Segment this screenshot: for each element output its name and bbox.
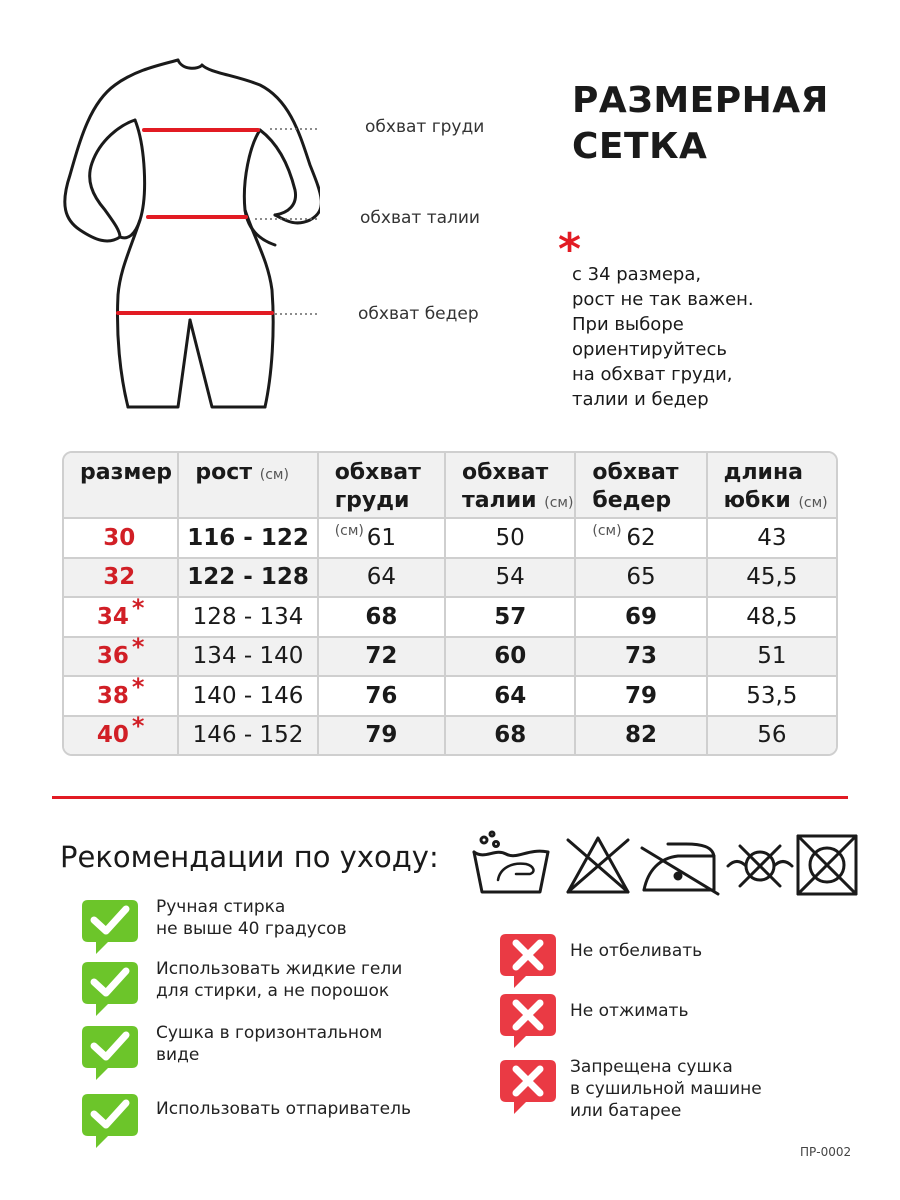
care-title: Рекомендации по уходу: (60, 840, 439, 874)
page-title: РАЗМЕРНАЯ СЕТКА (572, 80, 829, 167)
chest-measure-label: обхват груди (365, 117, 485, 137)
header-height: рост (см) (177, 453, 316, 517)
check-badge-icon (78, 1090, 142, 1150)
header-chest: обхват груди (см) (317, 453, 444, 517)
no-tumble-dry-icon (798, 836, 856, 894)
table-row: 40 * 146 - 152 79 68 82 56 (64, 715, 836, 755)
header-hips: обхват бедер (см) (574, 453, 705, 517)
waist-measure-label: обхват талии (360, 208, 480, 228)
care-do-item: Сушка в горизонтальном виде (78, 1022, 382, 1082)
check-badge-icon (78, 896, 142, 956)
table-row: 38 * 140 - 146 76 64 79 53,5 (64, 675, 836, 715)
header-size: размер (80, 460, 173, 485)
cross-badge-icon (496, 930, 560, 990)
header-waist: обхват талии (см) (444, 453, 574, 517)
note-asterisk: * (558, 224, 582, 275)
cross-badge-icon (496, 990, 560, 1050)
reference-code: ПР-0002 (800, 1145, 852, 1159)
check-badge-icon (78, 958, 142, 1018)
table-row: 34 * 128 - 134 68 57 69 48,5 (64, 596, 836, 636)
section-divider (52, 796, 848, 799)
hand-wash-icon (474, 832, 548, 892)
table-row: 30 116 - 122 61 50 62 43 (64, 517, 836, 557)
care-symbols (470, 830, 860, 900)
size-table (62, 451, 838, 756)
table-row: 36 * 134 - 140 72 60 73 51 (64, 636, 836, 676)
body-figure-illustration (60, 45, 320, 415)
table-row: 32 122 - 128 64 54 65 45,5 (64, 557, 836, 597)
size-note: с 34 размера, рост не так важен. При выборе ориентируйтесь на обхват груди, талии и бедер (572, 264, 754, 410)
low-iron-icon (642, 844, 718, 894)
care-do-item: Использовать жидкие гели для стирки, а не порошок (78, 958, 402, 1018)
check-badge-icon (78, 1022, 142, 1082)
header-skirt-length: длина юбки (см) (706, 453, 836, 517)
no-bleach-icon (568, 838, 628, 892)
no-wring-icon (728, 846, 792, 886)
care-dont-item: Не отжимать (496, 990, 688, 1050)
care-do-item: Использовать отпариватель (78, 1090, 411, 1150)
care-dont-item: Не отбеливать (496, 930, 702, 990)
care-do-item: Ручная стирка не выше 40 градусов (78, 896, 347, 956)
cross-badge-icon (496, 1056, 560, 1116)
hips-measure-label: обхват бедер (358, 304, 479, 324)
care-dont-item: Запрещена сушка в сушильной машине или батарее (496, 1056, 762, 1122)
